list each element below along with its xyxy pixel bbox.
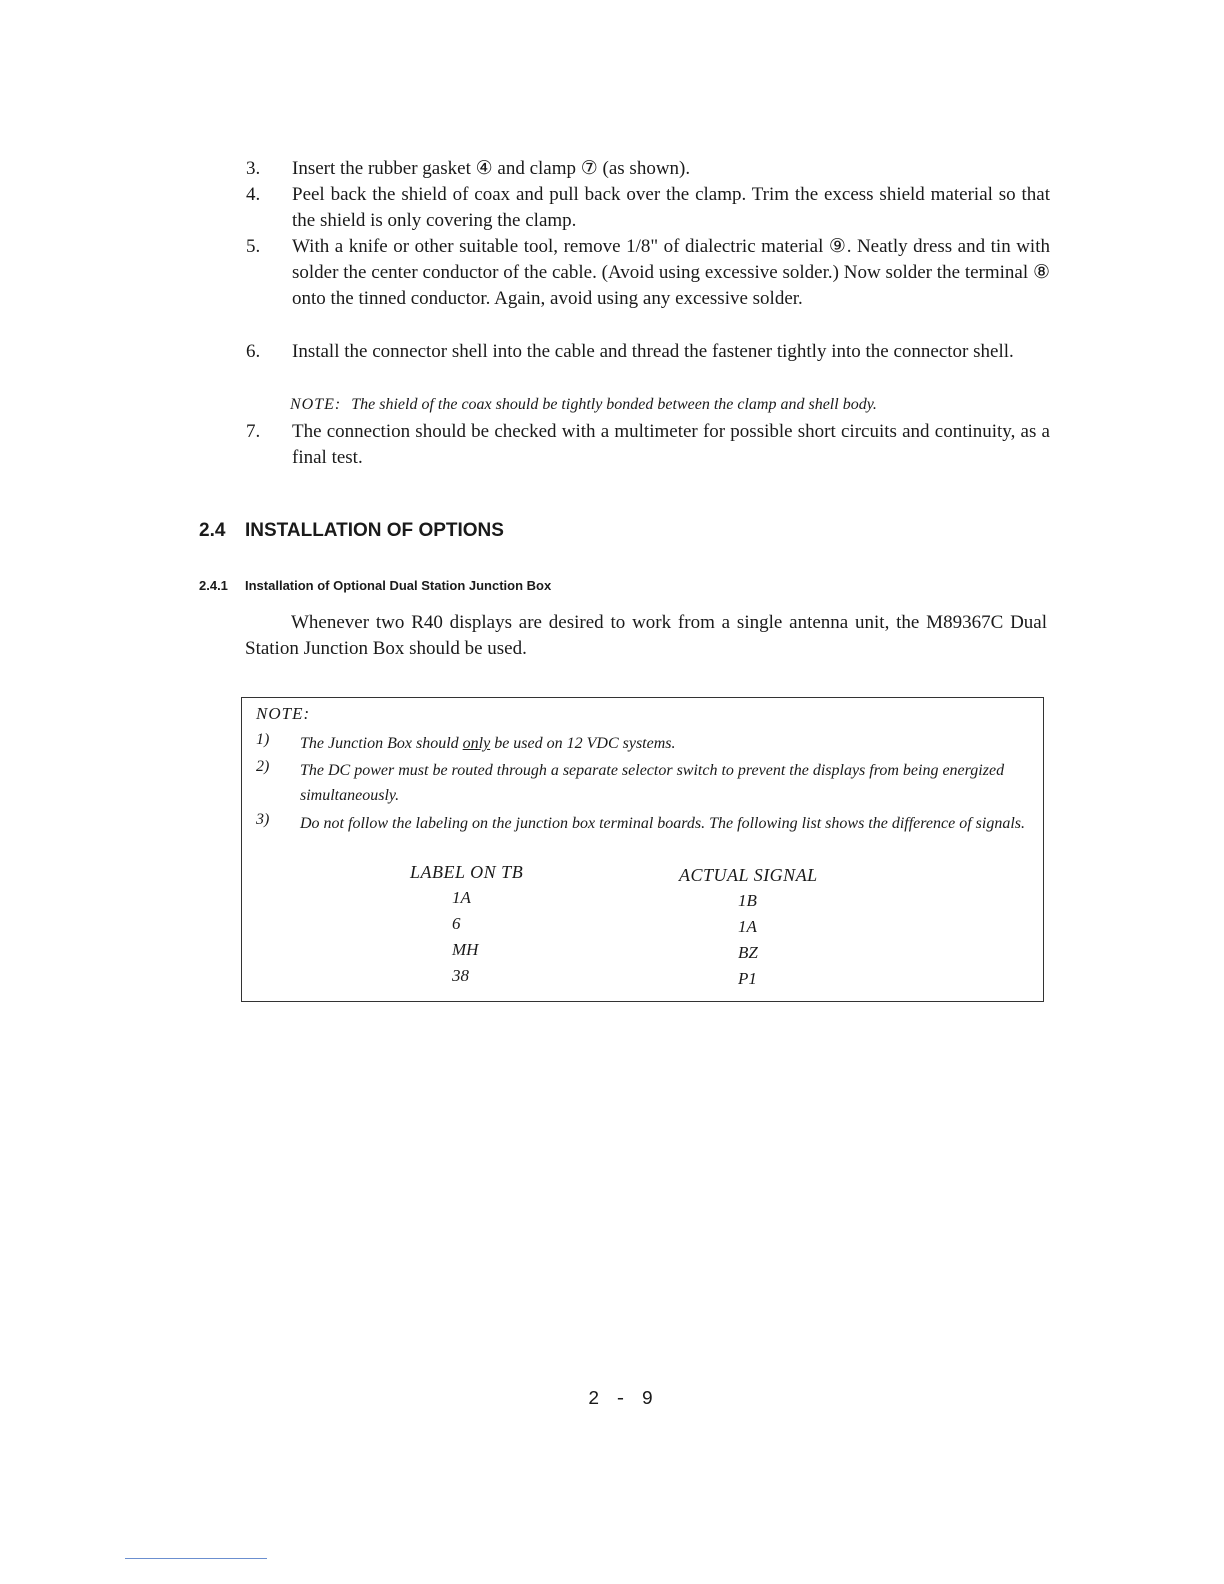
step-number: 4. [246, 184, 261, 205]
step-text: Peel back the shield of coax and pull back over the clamp. Trim the excess shield material so that the shield is only covering the clamp. [292, 184, 1050, 231]
table-cell-signal: 1A [738, 917, 757, 936]
table-cell-label: MH [452, 940, 479, 959]
note-box [241, 697, 1044, 1002]
note-box-title: NOTE: [256, 704, 311, 723]
table-cell-label: 38 [452, 966, 469, 985]
subsection-title: Installation of Optional Dual Station Junction Box [245, 578, 552, 593]
note-item-number: 1) [256, 731, 270, 748]
note-item-text: The DC power must be routed through a separate selector switch to prevent the displays from being energized simultaneously. [300, 762, 1005, 804]
table-cell-label: 1A [452, 888, 471, 907]
note-item-emphasis: only [462, 735, 491, 752]
table-cell-signal: BZ [738, 943, 758, 962]
note-item-text-part: be used on 12 VDC systems. [490, 735, 676, 752]
section-title: INSTALLATION OF OPTIONS [245, 520, 504, 541]
step-number: 6. [246, 341, 261, 362]
step-text: The connection should be checked with a multimeter for possible short circuits and continuity, as a final test. [292, 421, 1050, 468]
subsection-heading [199, 578, 551, 593]
note-item-text-part: The Junction Box should [300, 735, 463, 752]
footer-rule [125, 1558, 267, 1559]
table-header-label: LABEL ON TB [410, 862, 524, 882]
step-text: With a knife or other suitable tool, remove 1/8" of dialectric material ⑨. Neatly dress and tin with solder the center conductor of the cable. (Avoid using excessive solder.) Now solder the terminal ⑧ onto the tinned conductor. Again, avoid using any excessive solder. [292, 236, 1050, 309]
step-note-text: The shield of the coax should be tightly bonded between the clamp and shell body. [351, 396, 877, 413]
section-number: 2.4 [199, 520, 226, 541]
step-number: 3. [246, 158, 261, 179]
step-text: Insert the rubber gasket ④ and clamp ⑦ (as shown). [292, 158, 691, 179]
note-item-text: Do not follow the labeling on the junction box terminal boards. The following list shows the difference of signals. [300, 815, 1026, 832]
note-item-text [300, 731, 1026, 756]
note-item-number: 3) [256, 811, 270, 828]
table-cell-signal: 1B [738, 891, 757, 910]
body-paragraph: Whenever two R40 displays are desired to work from a single antenna unit, the M89367C Dual Station Junction Box should be used. [245, 612, 1047, 659]
step-number: 7. [246, 421, 261, 442]
step-note [290, 392, 877, 418]
step-note-label: NOTE: [290, 396, 342, 413]
subsection-number: 2.4.1 [199, 578, 228, 593]
step-number: 5. [246, 236, 261, 257]
section-heading [199, 520, 504, 542]
table-cell-label: 6 [452, 914, 461, 933]
table-cell-signal: P1 [738, 969, 757, 988]
step-text: Install the connector shell into the cable and thread the fastener tightly into the connector shell. [292, 341, 1014, 362]
table-header-signal: ACTUAL SIGNAL [679, 865, 818, 885]
page-number: 2 - 9 [588, 1388, 656, 1410]
note-item-number: 2) [256, 758, 270, 775]
